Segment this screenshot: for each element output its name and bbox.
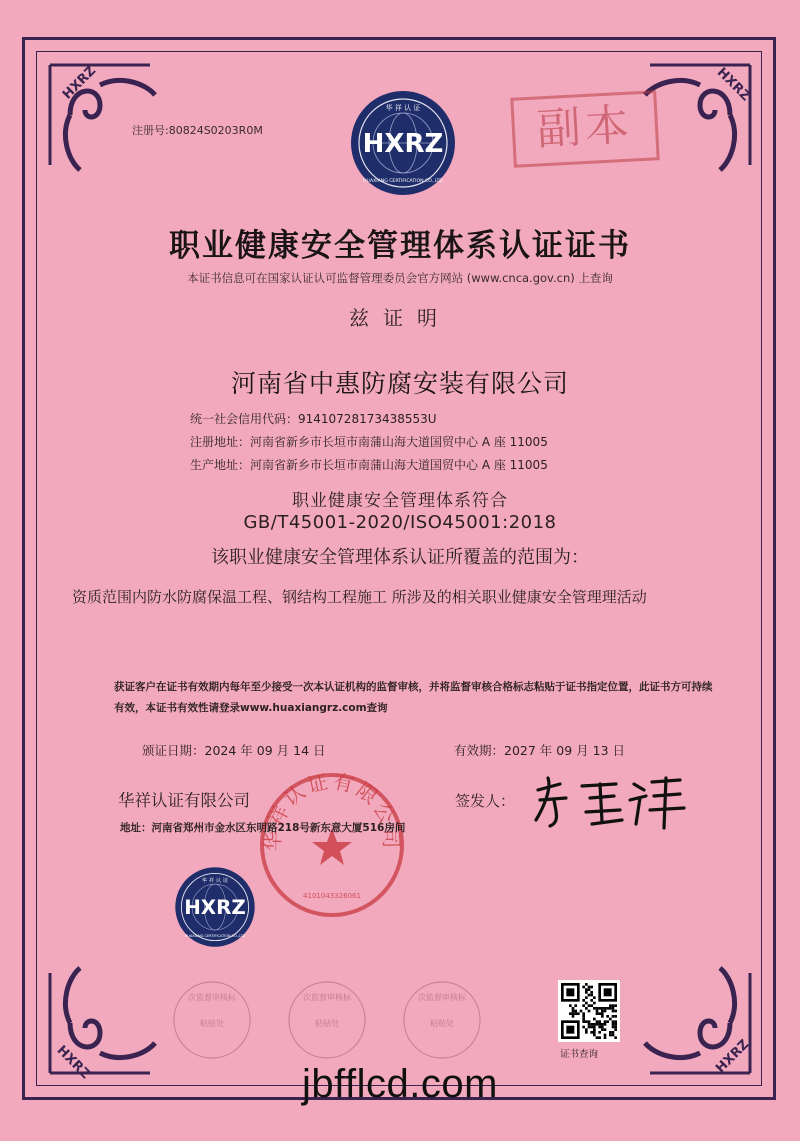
- issuer-name: 华祥认证有限公司: [118, 791, 250, 810]
- qr-code-pattern: [561, 983, 617, 1039]
- signer-label: 签发人：: [455, 792, 516, 810]
- credit-code: 统一社会信用代码：91410728173438553U: [190, 412, 437, 426]
- qr-code-label: 证书查询: [560, 1049, 599, 1060]
- hxrz-logo-top: [348, 88, 458, 198]
- seal-number: 4101043326061: [303, 892, 361, 900]
- scope-text: 资质范围内防水防腐保温工程、钢结构工程施工 所涉及的相关职业健康安全管理理活动: [72, 588, 647, 606]
- company-name: 河南省中惠防腐安装有限公司: [230, 369, 569, 398]
- conformity-statement: 职业健康安全管理体系符合: [292, 491, 508, 511]
- hereby-heading: 兹证明: [349, 306, 451, 330]
- corner-logo-text: HXRZ: [713, 1037, 753, 1077]
- corner-logo-text: HXRZ: [713, 65, 753, 105]
- logo-text: HXRZ: [362, 129, 444, 159]
- copy-stamp: [510, 90, 659, 168]
- valid-until-date: 有效期：2027 年 09 月 13 日: [454, 743, 625, 758]
- qr-code[interactable]: [558, 980, 620, 1042]
- scope-heading: 该职业健康安全管理体系认证所覆盖的范围为：: [211, 547, 589, 568]
- hxrz-logo-bottom: [173, 865, 257, 949]
- audit-seal-center: 粘贴处: [430, 1019, 454, 1028]
- verification-note: 本证书信息可在国家认证认可监督管理委员会官方网站 (www.cnca.gov.cn) 上查询: [187, 271, 613, 285]
- audit-seal-arc: 次监督审核标: [303, 993, 351, 1002]
- logo-arc-bottom: HUAXIANG CERTIFICATION CO.,LTD: [184, 933, 246, 938]
- logo-text: HXRZ: [184, 895, 246, 919]
- corner-ornament-top-left: [40, 55, 160, 175]
- logo-arc-top: 华 祥 认 证: [385, 104, 421, 112]
- audit-seal-placeholder-1: [170, 978, 254, 1062]
- official-red-seal: [257, 770, 407, 920]
- issuer-address: 地址：河南省郑州市金水区东明路218号新东意大厦516房间: [120, 822, 406, 834]
- copy-stamp-text: 副本: [535, 99, 635, 156]
- audit-seal-arc: 次监督审核标: [418, 993, 466, 1002]
- audit-seal-placeholder-3: [400, 978, 484, 1062]
- production-address: 生产地址：河南省新乡市长垣市南蒲山海大道国贸中心 A 座 11005: [190, 458, 548, 472]
- certificate-title: 职业健康安全管理体系认证证书: [169, 228, 631, 264]
- issue-date: 颁证日期：2024 年 09 月 14 日: [142, 743, 326, 758]
- handwritten-signature: [530, 770, 690, 830]
- registration-number: 注册号:80824S0203R0M: [132, 124, 263, 137]
- audit-seal-placeholder-2: [285, 978, 369, 1062]
- corner-logo-text: HXRZ: [59, 63, 100, 103]
- validity-notice: 获证客户在证书有效期内每年至少接受一次本认证机构的监督审核，并将监督审核合格标志粘贴于证书指定位置，此证书方可持续有效，本证书有效性请登录www.huaxiangrz.com查询: [114, 681, 713, 714]
- audit-seal-center: 粘贴处: [200, 1019, 224, 1028]
- logo-arc-top: 华 祥 认 证: [201, 877, 229, 884]
- audit-seal-center: 粘贴处: [315, 1019, 339, 1028]
- site-watermark: jbfflcd.com: [302, 1062, 498, 1106]
- logo-arc-bottom: HUAXIANG CERTIFICATION CO.,LTD: [363, 179, 443, 184]
- audit-seal-arc: 次监督审核标: [188, 993, 236, 1002]
- standard-code: GB/T45001-2020/ISO45001:2018: [243, 512, 557, 533]
- seal-arc-text: 华祥认证有限公司: [260, 770, 404, 852]
- registered-address: 注册地址：河南省新乡市长垣市南蒲山海大道国贸中心 A 座 11005: [190, 435, 548, 449]
- corner-logo-text: HXRZ: [53, 1042, 93, 1083]
